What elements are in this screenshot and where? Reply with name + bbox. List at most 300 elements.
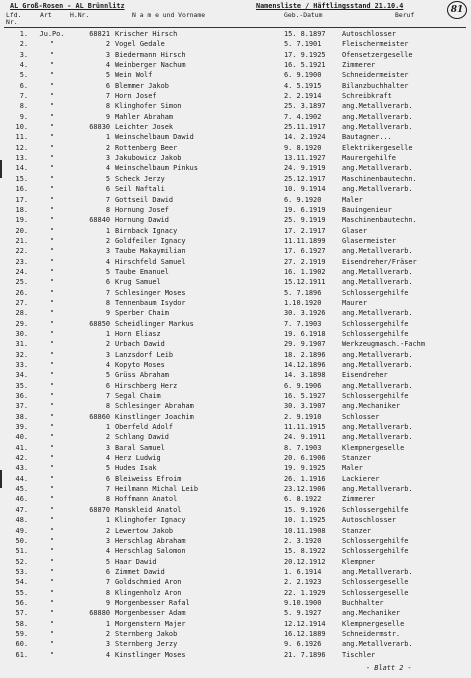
table-row — [0, 412, 471, 422]
row-occupation: Maurergehilfe — [342, 154, 396, 163]
row-art: " — [49, 61, 55, 70]
row-art: " — [49, 309, 55, 318]
row-occupation: Schlossergehilfe — [342, 505, 409, 514]
row-art: " — [49, 609, 55, 618]
row-prisoner-number: 9 — [105, 598, 110, 607]
row-number: 10. — [15, 123, 28, 132]
row-prisoner-number: 2 — [105, 433, 110, 442]
table-row — [0, 329, 471, 339]
row-number: 39. — [15, 423, 28, 432]
row-occupation: Schlossergehilfe — [342, 392, 409, 401]
row-name: Haar Dawid — [115, 557, 157, 566]
row-art: " — [49, 92, 55, 101]
row-name: Wein Wolf — [115, 71, 153, 80]
table-row — [0, 195, 471, 205]
row-prisoner-number: 68850 — [89, 319, 110, 328]
row-prisoner-number: 8 — [105, 298, 110, 307]
row-occupation: Klempner — [342, 557, 376, 566]
row-prisoner-number: 3 — [105, 640, 110, 649]
row-art: " — [49, 50, 55, 59]
row-number: 4. — [19, 61, 28, 70]
row-name: Weinschelbaum Pinkus — [115, 164, 198, 173]
row-birth-date: 6. 9.1920 — [284, 195, 322, 204]
row-art: " — [49, 195, 55, 204]
row-number: 61. — [15, 650, 28, 659]
table-row — [0, 226, 471, 236]
row-art: " — [49, 205, 55, 214]
row-prisoner-number: 7 — [105, 392, 110, 401]
row-number: 24. — [15, 267, 28, 276]
row-name: Lewertow Jakob — [115, 526, 174, 535]
row-occupation: ang.Mechaniker — [342, 402, 401, 411]
table-row — [0, 401, 471, 411]
row-occupation: Maler — [342, 195, 363, 204]
row-occupation: Elektrikergeselle — [342, 143, 413, 152]
row-occupation: Stanzer — [342, 526, 372, 535]
row-birth-date: 30. 3.1907 — [284, 402, 326, 411]
row-name: Morgenbesser Rafal — [115, 598, 190, 607]
table-row — [0, 339, 471, 349]
row-birth-date: 20. 6.1906 — [284, 454, 326, 463]
col-job: Beruf — [395, 11, 415, 19]
row-occupation: Schlossergehilfe — [342, 319, 409, 328]
table-row — [0, 174, 471, 184]
row-birth-date: 2. 3.1920 — [284, 536, 322, 545]
row-art: " — [49, 629, 55, 638]
table-row — [0, 474, 471, 484]
row-number: 17. — [15, 195, 28, 204]
table-row — [0, 288, 471, 298]
row-number: 49. — [15, 526, 28, 535]
row-prisoner-number: 5 — [105, 267, 110, 276]
row-occupation: Klempnergeselle — [342, 619, 405, 628]
row-occupation: Buchhalter — [342, 598, 384, 607]
row-birth-date: 25. 9.1919 — [284, 216, 326, 225]
row-birth-date: 15. 8.1922 — [284, 547, 326, 556]
row-name: Klingenholz Aron — [115, 588, 182, 597]
row-art: " — [49, 257, 55, 266]
row-number: 57. — [15, 609, 28, 618]
row-prisoner-number: 3 — [105, 247, 110, 256]
row-name: Hudes Isak — [115, 464, 157, 473]
row-art: " — [49, 81, 55, 90]
row-prisoner-number: 1 — [105, 516, 110, 525]
row-birth-date: 13.11.1927 — [284, 154, 326, 163]
row-birth-date: 10.11.1908 — [284, 526, 326, 535]
row-art: " — [49, 226, 55, 235]
row-art: " — [49, 412, 55, 421]
row-number: 48. — [15, 516, 28, 525]
table-row — [0, 91, 471, 101]
row-name: Tennenbaum Isydor — [115, 298, 186, 307]
row-birth-date: 19. 6.1919 — [284, 205, 326, 214]
table-row — [0, 370, 471, 380]
row-prisoner-number: 1 — [105, 133, 110, 142]
table-row — [0, 319, 471, 329]
row-birth-date: 20.12.1912 — [284, 557, 326, 566]
row-birth-date: 19. 9.1925 — [284, 464, 326, 473]
row-name: Krug Samuel — [115, 278, 161, 287]
row-birth-date: 11.11.1899 — [284, 236, 326, 245]
row-occupation: ang.Metallverarb. — [342, 433, 413, 442]
sheet-footer: - Blatt 2 - — [366, 664, 412, 672]
row-prisoner-number: 5 — [105, 371, 110, 380]
table-row — [0, 515, 471, 525]
row-occupation: Schlossergehilfe — [342, 547, 409, 556]
row-name: Taube Emanuel — [115, 267, 169, 276]
row-prisoner-number: 7 — [105, 578, 110, 587]
row-birth-date: 25.11.1917 — [284, 123, 326, 132]
row-prisoner-number: 1 — [105, 329, 110, 338]
row-prisoner-number: 8 — [105, 495, 110, 504]
row-occupation: Tischler — [342, 650, 376, 659]
row-occupation: Glasermeister — [342, 236, 396, 245]
row-art: " — [49, 216, 55, 225]
row-prisoner-number: 7 — [105, 288, 110, 297]
row-name: Hoffmann Anatol — [115, 495, 178, 504]
table-row — [0, 567, 471, 577]
row-prisoner-number: 6 — [105, 474, 110, 483]
row-name: Morgenbesser Adam — [115, 609, 186, 618]
table-row — [0, 432, 471, 442]
list-header — [0, 0, 471, 28]
row-birth-date: 17. 2.1917 — [284, 226, 326, 235]
row-birth-date: 16. 5.1921 — [284, 61, 326, 70]
row-number: 28. — [15, 309, 28, 318]
table-row — [0, 267, 471, 277]
row-occupation: Maler — [342, 464, 363, 473]
row-number: 59. — [15, 629, 28, 638]
row-name: Gottseil Dawid — [115, 195, 174, 204]
row-name: Rottenberg Beer — [115, 143, 178, 152]
row-art: " — [49, 267, 55, 276]
row-number: 51. — [15, 547, 28, 556]
row-number: 56. — [15, 598, 28, 607]
row-art: " — [49, 526, 55, 535]
row-birth-date: 14. 2.1924 — [284, 133, 326, 142]
table-row — [0, 70, 471, 80]
table-row — [0, 298, 471, 308]
col-date: Geb.-Datum — [284, 11, 323, 19]
row-occupation: Autoschlosser — [342, 516, 396, 525]
table-row — [0, 546, 471, 556]
row-birth-date: 16. 1.1902 — [284, 267, 326, 276]
row-name: Scheidlinger Markus — [115, 319, 194, 328]
table-row — [0, 453, 471, 463]
row-name: Krischer Hirsch — [115, 30, 178, 38]
row-birth-date: 16.12.1889 — [284, 629, 326, 638]
table-row — [0, 112, 471, 122]
row-occupation: Werkzeugmasch.-Fachm — [342, 340, 425, 349]
row-art: " — [49, 319, 55, 328]
table-row — [0, 381, 471, 391]
row-number: 53. — [15, 567, 28, 576]
row-number: 3. — [19, 50, 28, 59]
table-row — [0, 153, 471, 163]
row-birth-date: 7. 7.1903 — [284, 319, 322, 328]
row-birth-date: 14. 3.1898 — [284, 371, 326, 380]
row-birth-date: 5. 9.1927 — [284, 609, 322, 618]
row-occupation: ang.Metallverarb. — [342, 485, 413, 494]
col-hnr: H.Nr. — [70, 11, 90, 19]
row-number: 41. — [15, 443, 28, 452]
row-name: Herschlag Salomon — [115, 547, 186, 556]
row-name: Herschlag Abraham — [115, 536, 186, 545]
row-prisoner-number: 4 — [105, 547, 110, 556]
row-occupation: Lackierer — [342, 474, 380, 483]
prisoner-table — [0, 29, 471, 660]
table-row — [0, 629, 471, 639]
row-name: Weinberger Nachum — [115, 61, 186, 70]
row-birth-date: 26. 1.1916 — [284, 474, 326, 483]
row-prisoner-number: 3 — [105, 350, 110, 359]
row-occupation: Stanzer — [342, 454, 372, 463]
row-number: 26. — [15, 288, 28, 297]
table-row — [0, 360, 471, 370]
row-art: Ju.Po. — [39, 30, 65, 38]
row-prisoner-number: 6 — [105, 567, 110, 576]
col-nr: Nr. — [6, 18, 18, 26]
row-art: " — [49, 340, 55, 349]
row-prisoner-number: 5 — [105, 71, 110, 80]
row-occupation: Schlossergehilfe — [342, 329, 409, 338]
row-occupation: Schneidermeister — [342, 71, 409, 80]
row-number: 15. — [15, 174, 28, 183]
row-number: 27. — [15, 298, 28, 307]
row-name: Hirschfeld Samuel — [115, 257, 186, 266]
row-occupation: ang.Metallverarb. — [342, 247, 413, 256]
row-name: Herz Ludwig — [115, 454, 161, 463]
table-row — [0, 236, 471, 246]
row-art: " — [49, 433, 55, 442]
row-number: 44. — [15, 474, 28, 483]
row-number: 42. — [15, 454, 28, 463]
row-birth-date: 23.12.1906 — [284, 485, 326, 494]
row-prisoner-number: 2 — [105, 340, 110, 349]
row-birth-date: 7. 4.1902 — [284, 112, 322, 121]
row-number: 5. — [19, 71, 28, 80]
row-name: Heilmann Michal Leib — [115, 485, 198, 494]
table-row — [0, 557, 471, 567]
row-prisoner-number: 6 — [105, 381, 110, 390]
row-prisoner-number: 8 — [105, 402, 110, 411]
row-occupation: ang.Metallverarb. — [342, 123, 413, 132]
row-art: " — [49, 278, 55, 287]
row-prisoner-number: 68821 — [89, 30, 110, 38]
row-occupation: ang.Metallverarb. — [342, 164, 413, 173]
row-prisoner-number: 2 — [105, 236, 110, 245]
row-name: Horn Josef — [115, 92, 157, 101]
table-row — [0, 308, 471, 318]
row-birth-date: 15. 8.1897 — [284, 30, 326, 38]
row-name: Hornung Dawid — [115, 216, 169, 225]
table-row — [0, 132, 471, 142]
row-birth-date: 6. 9.1900 — [284, 71, 322, 80]
row-prisoner-number: 1 — [105, 226, 110, 235]
row-occupation: Klempnergeselle — [342, 443, 405, 452]
row-name: Lanzsdorf Leib — [115, 350, 174, 359]
row-occupation: Autoschlosser — [342, 30, 396, 38]
table-row — [0, 577, 471, 587]
row-birth-date: 2. 2.1923 — [284, 578, 322, 587]
row-occupation: Ofensetzergeselle — [342, 50, 413, 59]
table-row — [0, 39, 471, 49]
row-birth-date: 15.12.1911 — [284, 278, 326, 287]
row-number: 2. — [19, 40, 28, 49]
row-prisoner-number: 68880 — [89, 609, 110, 618]
row-occupation: Bilanzbuchhalter — [342, 81, 409, 90]
row-art: " — [49, 298, 55, 307]
row-name: Biedermann Hirsch — [115, 50, 186, 59]
row-art: " — [49, 40, 55, 49]
row-art: " — [49, 154, 55, 163]
row-name: Goldschmied Aron — [115, 578, 182, 587]
row-birth-date: 1.10.1920 — [284, 298, 322, 307]
row-prisoner-number: 6 — [105, 278, 110, 287]
page-number: 81 — [447, 1, 467, 19]
row-number: 46. — [15, 495, 28, 504]
row-number: 58. — [15, 619, 28, 628]
row-number: 25. — [15, 278, 28, 287]
row-art: " — [49, 588, 55, 597]
row-art: " — [49, 133, 55, 142]
row-birth-date: 21. 7.1896 — [284, 650, 326, 659]
table-row — [0, 598, 471, 608]
row-occupation: Schlossergehilfe — [342, 536, 409, 545]
row-birth-date: 24. 9.1919 — [284, 164, 326, 173]
row-number: 38. — [15, 412, 28, 421]
row-number: 18. — [15, 205, 28, 214]
row-prisoner-number: 5 — [105, 174, 110, 183]
row-birth-date: 6. 8.1922 — [284, 495, 322, 504]
row-birth-date: 14.12.1896 — [284, 361, 326, 369]
row-occupation: Maschinenbautechn. — [342, 216, 417, 225]
row-prisoner-number: 6 — [105, 81, 110, 90]
row-number: 6. — [19, 81, 28, 90]
table-row — [0, 494, 471, 504]
table-row — [0, 246, 471, 256]
row-number: 52. — [15, 557, 28, 566]
row-name: Taube Makaymilian — [115, 247, 186, 256]
row-birth-date: 4. 5.1915 — [284, 81, 322, 90]
table-row — [0, 526, 471, 536]
row-name: Baral Samuel — [115, 443, 165, 452]
row-birth-date: 29. 9.1907 — [284, 340, 326, 349]
row-prisoner-number: 2 — [105, 143, 110, 152]
row-occupation: ang.Mechaniker — [342, 609, 401, 618]
row-prisoner-number: 7 — [105, 92, 110, 101]
row-number: 36. — [15, 392, 28, 401]
row-prisoner-number: 2 — [105, 526, 110, 535]
row-name: Klinghofer Ignacy — [115, 516, 186, 525]
row-name: Hirschberg Herz — [115, 381, 178, 390]
row-occupation: ang.Metallverarb. — [342, 361, 413, 369]
row-name: Klinghofer Simon — [115, 102, 182, 111]
row-name: Schlesinger Moses — [115, 288, 186, 297]
row-prisoner-number: 9 — [105, 309, 110, 318]
table-row — [0, 50, 471, 60]
row-occupation: ang.Metallverarb. — [342, 640, 413, 649]
row-art: " — [49, 495, 55, 504]
row-name: Goldfeiler Ignacy — [115, 236, 186, 245]
row-occupation: Eisendreher — [342, 371, 388, 380]
row-birth-date: 18. 2.1896 — [284, 350, 326, 359]
row-name: Zimmet Dawid — [115, 567, 165, 576]
row-prisoner-number: 4 — [105, 257, 110, 266]
row-number: 30. — [15, 329, 28, 338]
row-occupation: Schreibkraft — [342, 92, 392, 101]
row-art: " — [49, 423, 55, 432]
row-occupation: ang.Metallverarb. — [342, 309, 413, 318]
row-occupation: ang.Metallverarb. — [342, 267, 413, 276]
row-prisoner-number: 68840 — [89, 216, 110, 225]
table-row — [0, 257, 471, 267]
row-number: 14. — [15, 164, 28, 173]
row-occupation: Maschinenbautechn. — [342, 174, 417, 183]
row-name: Seil Naftali — [115, 185, 165, 194]
row-art: " — [49, 598, 55, 607]
header-rule — [4, 27, 466, 28]
row-occupation: ang.Metallverarb. — [342, 423, 413, 432]
row-number: 23. — [15, 257, 28, 266]
table-row — [0, 443, 471, 453]
row-prisoner-number: 8 — [105, 588, 110, 597]
row-number: 43. — [15, 464, 28, 473]
col-name: N a m e und Vorname — [132, 11, 206, 19]
row-name: Hornung Josef — [115, 205, 169, 214]
row-art: " — [49, 288, 55, 297]
row-number: 9. — [19, 112, 28, 121]
row-art: " — [49, 557, 55, 566]
row-birth-date: 5. 7.1896 — [284, 288, 322, 297]
row-occupation: ang.Metallverarb. — [342, 350, 413, 359]
row-art: " — [49, 650, 55, 659]
row-birth-date: 9. 8.1920 — [284, 143, 322, 152]
row-art: " — [49, 174, 55, 183]
row-birth-date: 15. 9.1926 — [284, 505, 326, 514]
row-art: " — [49, 185, 55, 194]
row-name: Kopyto Moses — [115, 361, 165, 369]
row-art: " — [49, 547, 55, 556]
row-number: 7. — [19, 92, 28, 101]
row-prisoner-number: 68860 — [89, 412, 110, 421]
table-row — [0, 422, 471, 432]
row-art: " — [49, 71, 55, 80]
row-prisoner-number: 9 — [105, 112, 110, 121]
row-prisoner-number: 4 — [105, 361, 110, 369]
row-prisoner-number: 68830 — [89, 123, 110, 132]
row-number: 11. — [15, 133, 28, 142]
row-occupation: Zimmerer — [342, 61, 376, 70]
table-row — [0, 608, 471, 618]
table-row — [0, 122, 471, 132]
row-art: " — [49, 102, 55, 111]
row-number: 35. — [15, 381, 28, 390]
row-art: " — [49, 536, 55, 545]
table-row — [0, 101, 471, 111]
row-art: " — [49, 236, 55, 245]
row-birth-date: 24. 9.1911 — [284, 433, 326, 442]
row-birth-date: 6. 9.1906 — [284, 381, 322, 390]
row-prisoner-number: 5 — [105, 557, 110, 566]
row-birth-date: 16. 5.1927 — [284, 392, 326, 401]
row-art: " — [49, 247, 55, 256]
row-prisoner-number: 6 — [105, 185, 110, 194]
row-art: " — [49, 567, 55, 576]
row-number: 16. — [15, 185, 28, 194]
row-number: 19. — [15, 216, 28, 225]
row-art: " — [49, 392, 55, 401]
